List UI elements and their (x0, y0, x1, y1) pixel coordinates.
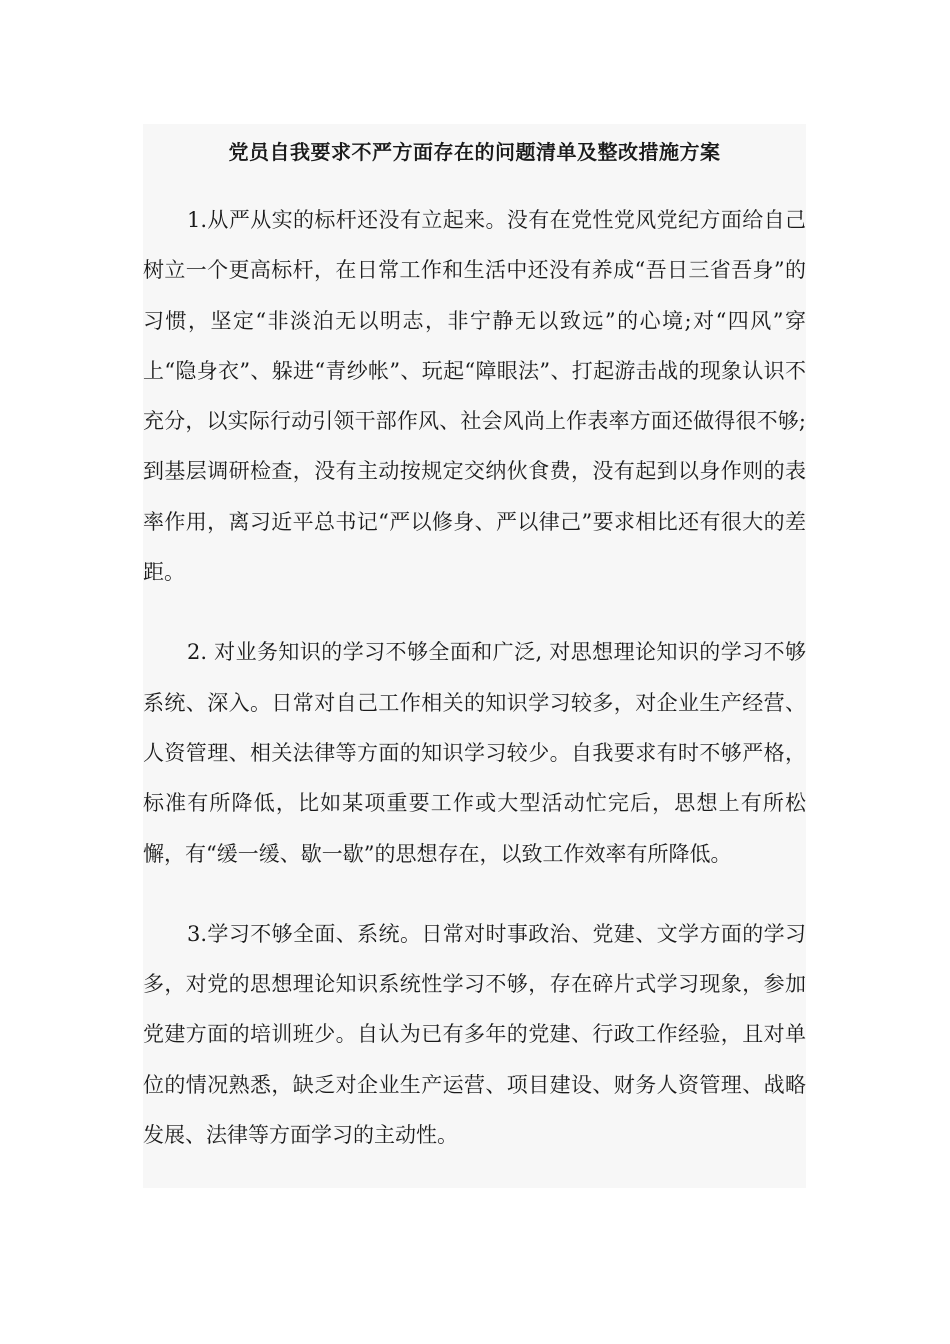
paragraph-3: 3.学习不够全面、系统。日常对时事政治、党建、文学方面的学习多，对党的思想理论知识系统性学习不够，存在碎片式学习现象，参加党建方面的培训班少。自认为已有多年的党建、行政工作经验，且对单位的情况熟悉，缺乏对企业生产运营、项目建设、财务人资管理、战略发展、法律等方面学习的主动性。 (143, 921, 806, 1148)
paragraph-1: 1.从严从实的标杆还没有立起来。没有在党性党风党纪方面给自己树立一个更高标杆，在日常工作和生活中还没有养成“吾日三省吾身”的习惯，坚定“非淡泊无以明志，非宁静无以致远”的心境;对“四风”穿上“隐身衣”、躲进“青纱帐”、玩起“障眼法”、打起游击战的现象认识不充分，以实际行动引领干部作风、社会风尚上作表率方面还做得很不够;到基层调研检查，没有主动按规定交纳伙食费，没有起到以身作则的表率作用，离习近平总书记“严以修身、严以律己”要求相比还有很大的差距。 (143, 208, 806, 585)
paragraph-2: 2. 对业务知识的学习不够全面和广泛, 对思想理论知识的学习不够系统、深入。日常对自己工作相关的知识学习较多，对企业生产经营、人资管理、相关法律等方面的知识学习较少。自我要求有时不够严格，标准有所降低，比如某项重要工作或大型活动忙完后，思想上有所松懈，有“缓一缓、歇一歇”的思想存在，以致工作效率有所降低。 (143, 640, 806, 866)
document-title: 党员自我要求不严方面存在的问题清单及整改措施方案 (228, 140, 721, 164)
document-body (143, 124, 806, 1188)
